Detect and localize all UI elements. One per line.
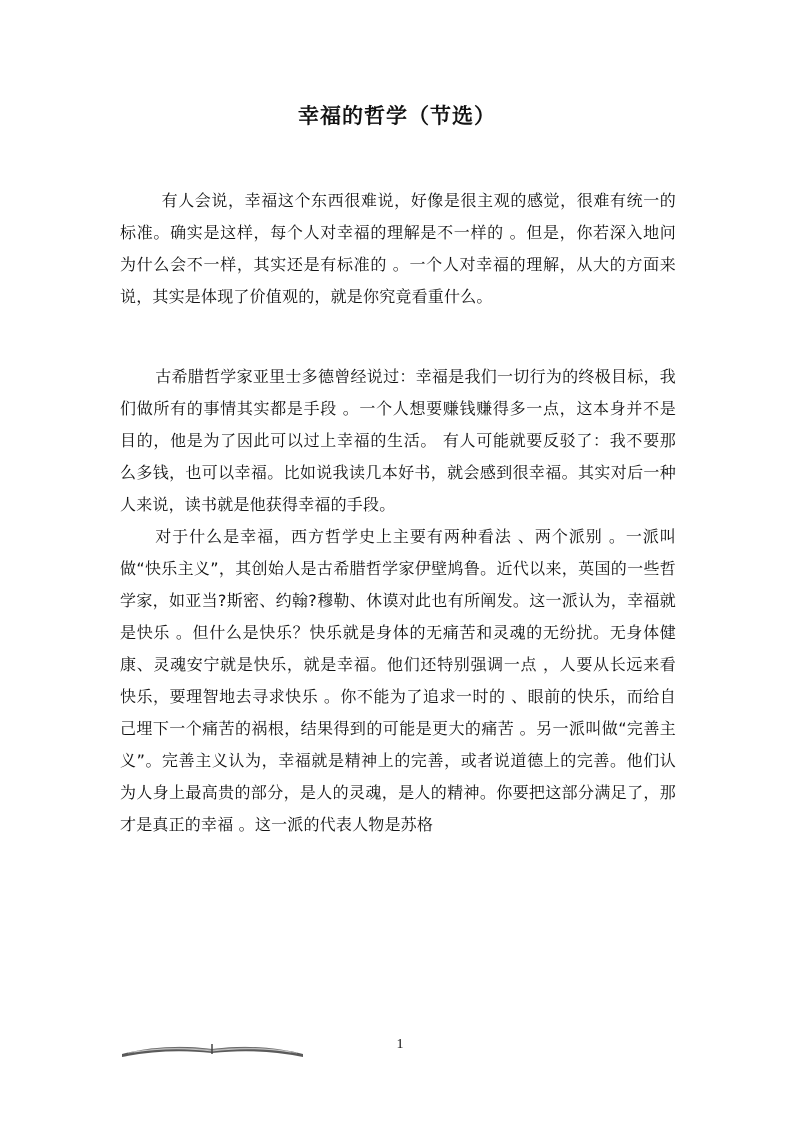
paragraph-gap	[120, 313, 676, 361]
paragraph-1: 有人会说，幸福这个东西很难说，好像是很主观的感觉，很难有统一的标准。确实是这样，每个人对幸福的理解是不一样的 。但是，你若深入地问为什么会不一样，其实还是有标准的 。一个人对幸福的理解，从大的方面来说，其实是体现了价值观的，就是你究竟看重什么。	[120, 191, 676, 306]
open-book-icon	[120, 1040, 305, 1058]
paragraph-3: 对于什么是幸福，西方哲学史上主要有两种看法 、两个派别 。一派叫做“快乐主义”，其创始人是古希腊哲学家伊壁鸠鲁。近代以来，英国的一些哲学家，如亚当?斯密、约翰?穆勒、休谟对此也有所阐发。这一派认为，幸福就是快乐 。但什么是快乐？快乐就是身体的无痛苦和灵魂的无纷扰。无身体健康、灵魂安宁就是快乐，就是幸福。他们还特别强调一点 ，人要从长远来看快乐，要理智地去寻求快乐 。你不能为了追求一时的 、眼前的快乐，而给自己埋下一个痛苦的祸根，结果得到的可能是更大的痛苦 。另一派叫做“完善主义”。完善主义认为，幸福就是精神上的完善，或者说道德上的完善。他们认为人身上最高贵的部分，是人的灵魂，是人的精神。你要把这部分满足了，那才是真正的幸福 。这一派的代表人物是苏格	[120, 527, 676, 834]
document-title: 幸福的哲学（节选）	[298, 104, 496, 128]
page-number: 1	[396, 1037, 404, 1052]
paragraph-2: 古希腊哲学家亚里士多德曾经说过：幸福是我们一切行为的终极目标，我们做所有的事情其实都是手段 。一个人想要赚钱赚得多一点，这本身并不是目的，他是为了因此可以过上幸福的生活。 有人可能就要反驳了：我不要那么多钱，也可以幸福。比如说我读几本好书，就会感到很幸福。其实对后一种人来说，读书就是他获得幸福的手段。	[120, 367, 676, 514]
document-body	[120, 185, 676, 841]
